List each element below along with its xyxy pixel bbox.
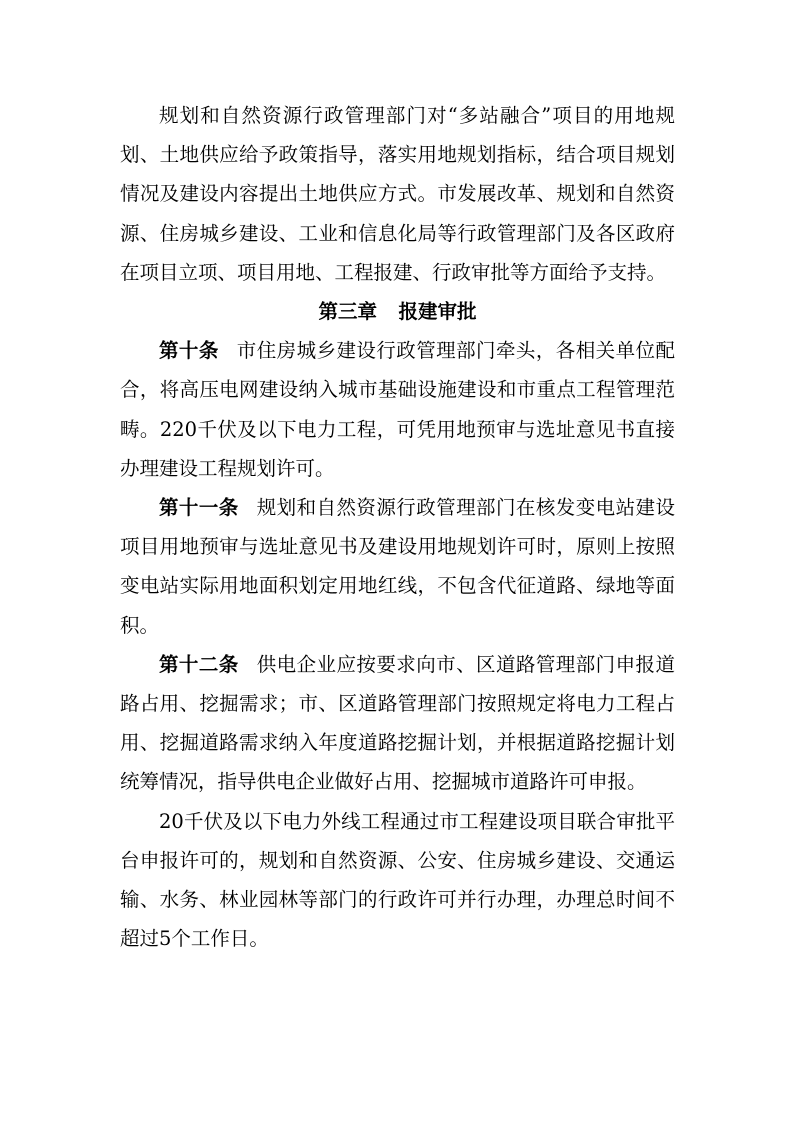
chapter-heading: [120, 292, 675, 331]
intro-paragraph: 规划和自然资源行政管理部门对“多站融合”项目的用地规划、土地供应给予政策指导，落实用地规划指标，结合项目规划情况及建设内容提出土地供应方式。市发展改革、规划和自然资源、住房城乡建设、工业和信息化局等行政管理部门及各区政府在项目立项、项目用地、工程报建、行政审批等方面给予支持。: [120, 104, 675, 284]
article-text: 供电企业应按要求向市、区道路管理部门申报道路占用、挖掘需求；市、区道路管理部门按照规定将电力工程占用、挖掘道路需求纳入年度道路挖掘计划，并根据道路挖掘计划统筹情况，指导供电企业做好占用、挖掘城市道路许可申报。: [120, 652, 675, 794]
closing-paragraph: 20千伏及以下电力外线工程通过市工程建设项目联合审批平台申报许可的，规划和自然资源、公安、住房城乡建设、交通运输、水务、林业园林等部门的行政许可并行办理，办理总时间不超过5个工作日。: [120, 809, 675, 951]
document-page: [120, 96, 675, 958]
article-12: [120, 645, 675, 802]
article-text: 规划和自然资源行政管理部门在核发变电站建设项目用地预审与选址意见书及建设用地规划许可时，原则上按照变电站实际用地面积划定用地红线，不包含代征道路、绿地等面积。: [120, 496, 675, 637]
article-number: 第十一条: [159, 496, 239, 520]
chapter-title: 报建审批: [398, 300, 477, 324]
chapter-number: 第三章: [318, 300, 378, 324]
article-11: [120, 488, 675, 645]
article-10: [120, 331, 675, 488]
article-number: 第十条: [159, 339, 219, 363]
article-number: 第十二条: [159, 652, 239, 676]
article-text: 市住房城乡建设行政管理部门牵头，各相关单位配合，将高压电网建设纳入城市基础设施建设和市重点工程管理范畴。220千伏及以下电力工程，可凭用地预审与选址意见书直接办理建设工程规划许可。: [120, 339, 675, 480]
